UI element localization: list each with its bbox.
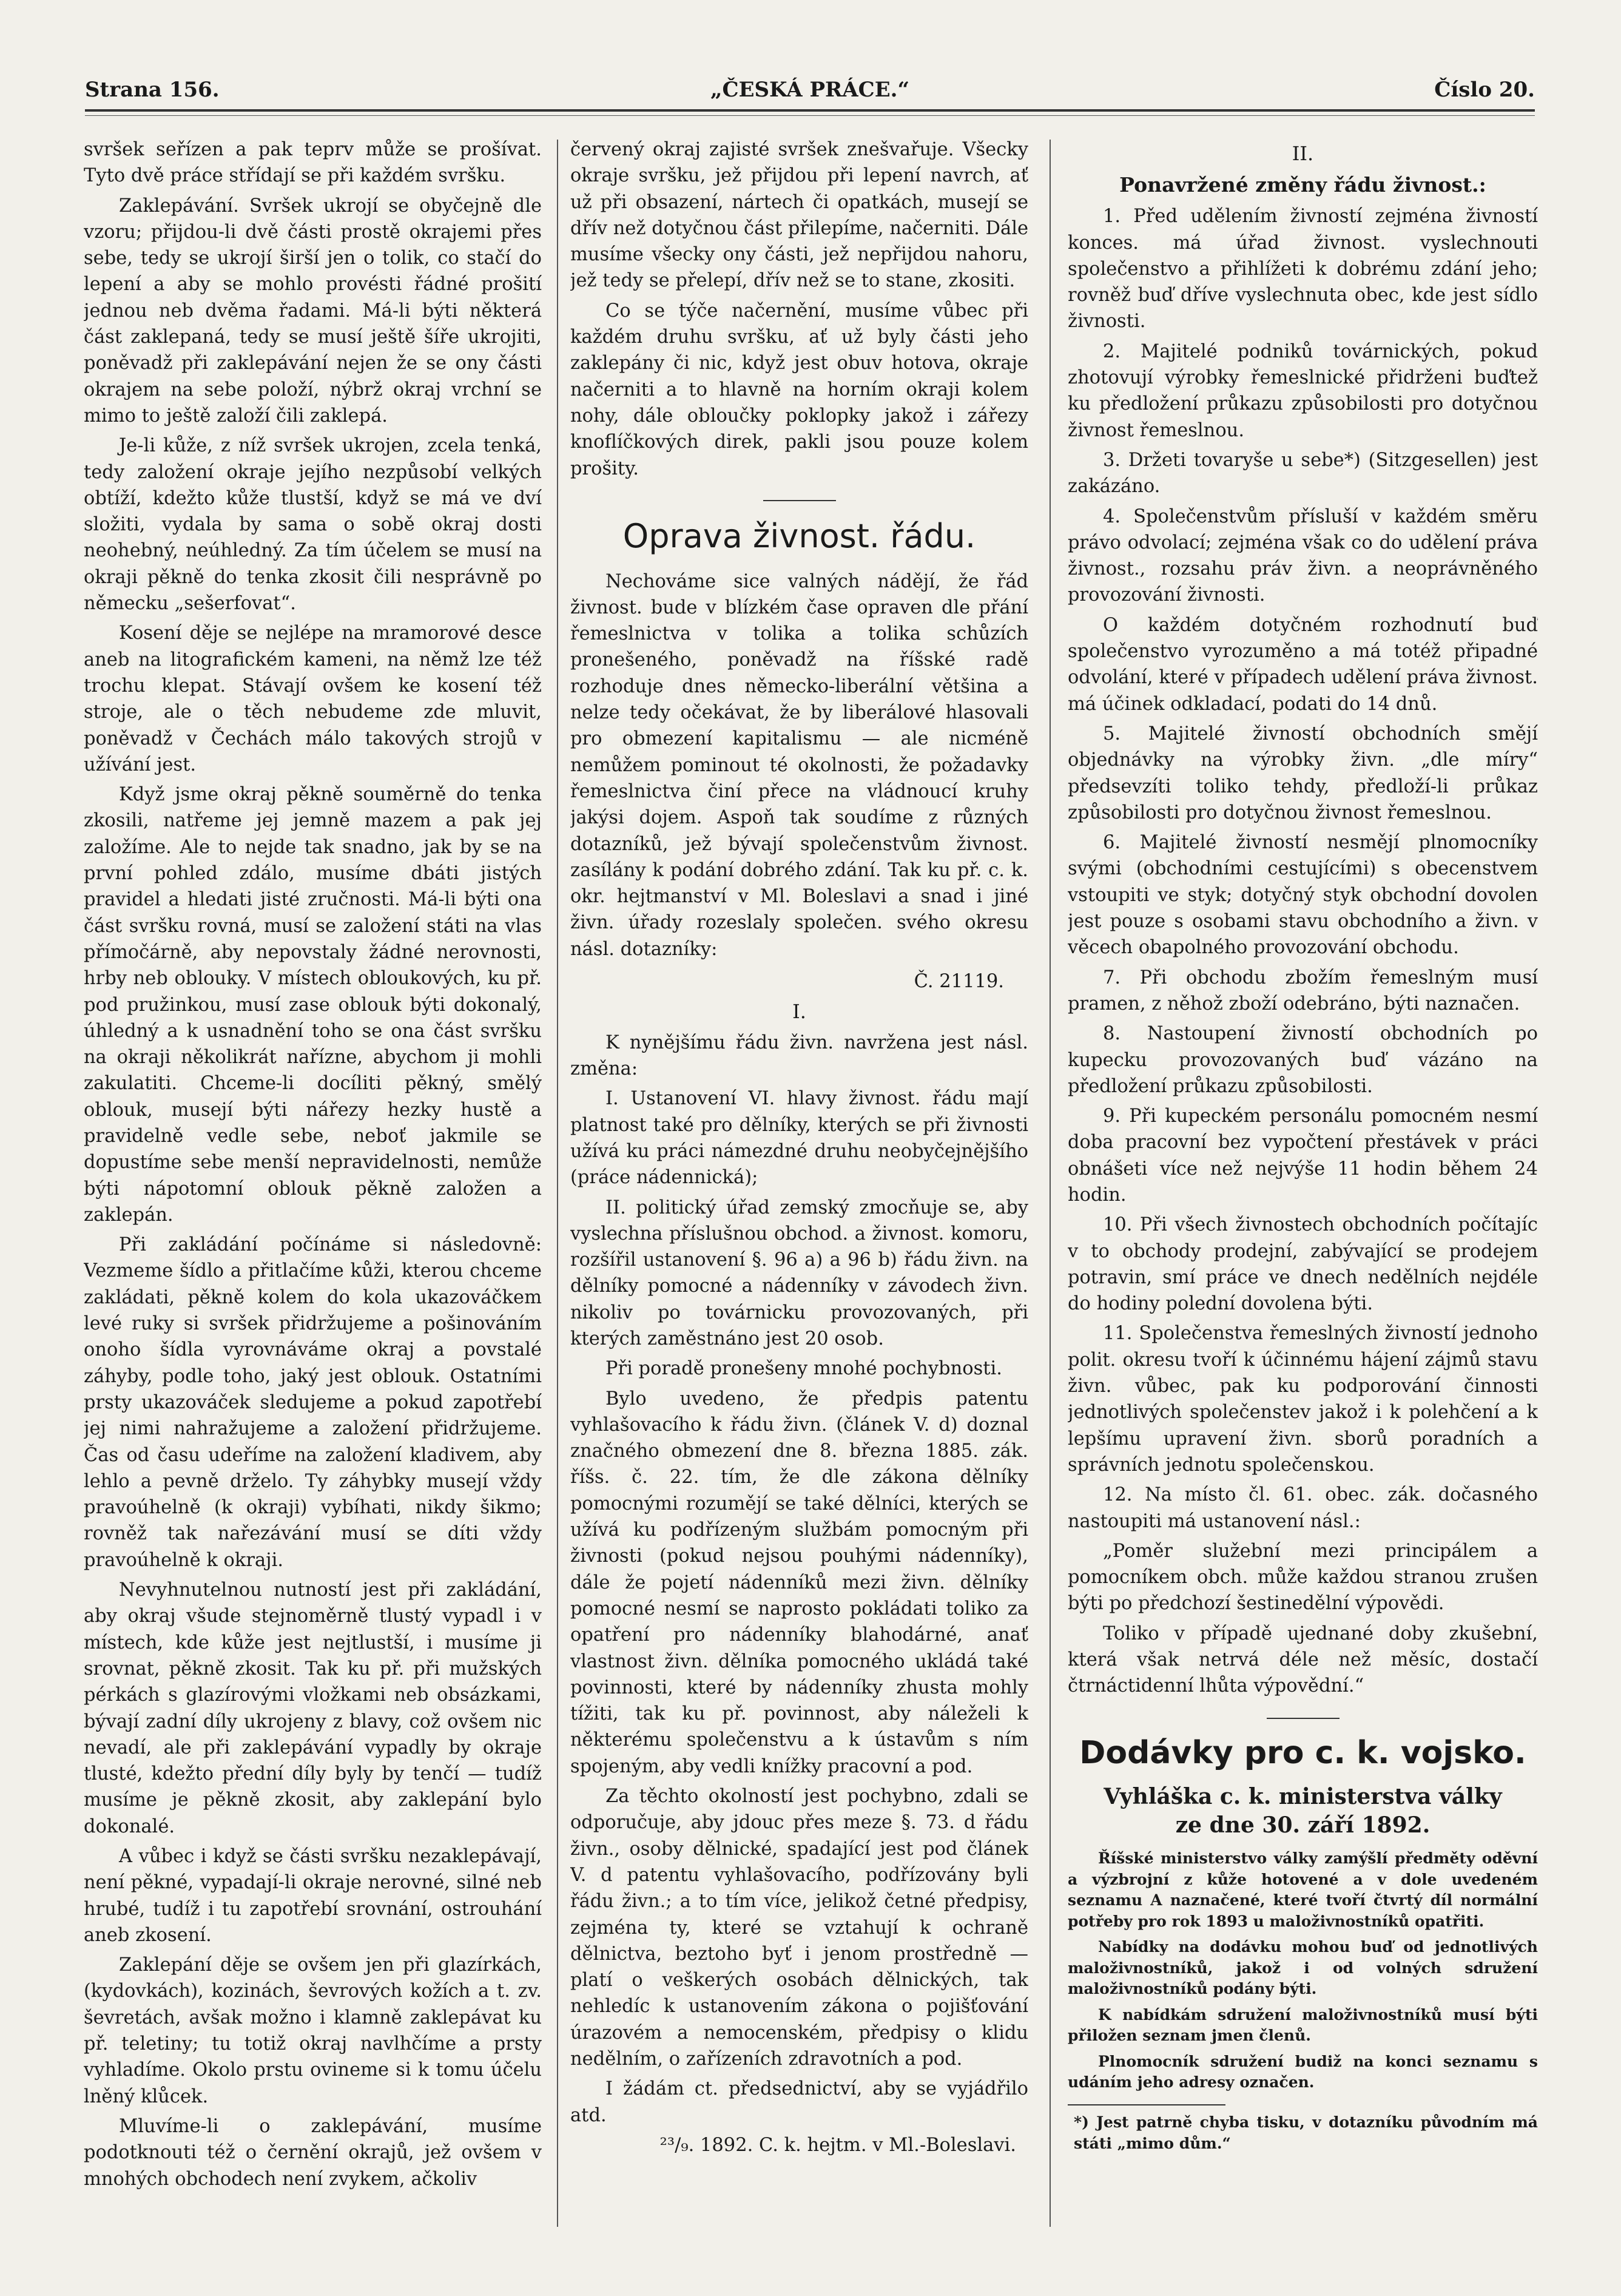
paragraph: Nechováme sice valných nádějí, že řád živnost. bude v blízkém čase opraven dle přání řemeslnictva v tolika a tolika schůzích pronešeného, poněvadž na říšské radě rozhoduje dnes německo-liberální většina a nelze tedy očekávat, že by liberálové hlasovali pro obmezení kapitalismu — ale nicméně nemůžem pominout té okolnosti, že požadavky řemeslnictva činí přece na vládnoucí kruhy jakýsi dojem. Aspoň tak soudíme z různých dotazníků, jež bývají společenstvům živnost. zasílány k podání dobrého zdání. Tak ku př. c. k. okr. hejtmanství v Ml. Boleslavi a snad i jiné živn. úřady rozeslaly společen. svého okresu násl. dotazníky: [570, 570, 1028, 960]
column-divider [557, 140, 558, 2227]
roman-numeral: I. [792, 1000, 806, 1024]
column-3 [1068, 137, 1538, 2236]
paragraph: 5. Majitelé živností obchodních smějí objednávky na výrobky živn. „dle míry“ předsevzíti toliko tehdy, předloží-li průkaz způsobilosti pro dotyčnou živnost řemeslnou. [1068, 723, 1538, 823]
paragraph: Při zakládání počínáme si následovně: Vezmeme šídlo a přitlačíme kůži, kterou chceme zakládati, pěkně kolem do kola ukazováčkem levé ruky si svršek přidržujeme a pošinováním onoho šídla vyrovnáváme okraj a povstalé záhyby, podle toho, jaký jest oblouk. Ostatními prsty ukazováček sledujeme a pokud zapotřebí jej nimi nahražujeme a založení přidržujeme. Čas od času udeříme na založení kladivem, aby lehlo a pevně drželo. Ty záhybky musejí vždy pravoúhelně (k okraji) vybíhati, nikdy šikmo; rovněž tak nařezávání musí se díti vždy pravoúhelně k okraji. [84, 1234, 542, 1571]
paragraph: Za těchto okolností jest pochybno, zdali se odporučuje, aby jdouc přes meze §. 73. d řádu živn., osoby dělnické, spadající jest pod článek V. d patentu vyhlašovacího, podřízovány byli řádu živn.; a to tím více, jelikož četné předpisy, zejména ty, které se vztahují k ochraně dělnictva, beztoho byť i jenom prostředně — platí o veškerých osobách dělnických, tak nehledíc k ustanovením zákona o pojišťování úrazovém a nemocenském, předpisy o klidu nedělním, o zařízeních zdravotních a pod. [570, 1786, 1028, 2070]
paragraph: 7. Při obchodu zbožím řemeslným musí pramen, z něhož zboží odebráno, býti naznačen. [1068, 967, 1538, 1015]
column-2 [570, 137, 1028, 2236]
paragraph: I. Ustanovení VI. hlavy živnost. řádu mají platnost také pro dělníky, kterých se při živnosti užívá ku práci námezdné druhu neobyčejnějšího (práce nádennická); [570, 1088, 1028, 1189]
paragraph: 12. Na místo čl. 61. obec. zák. dočasného nastoupiti má ustanovení násl.: [1068, 1484, 1538, 1532]
notice-date: ze dne 30. září 1892. [1175, 1812, 1431, 1838]
paragraph: 11. Společenstva řemeslných živností jednoho polit. okresu tvoří k účinnému hájení zájmů stavu živn. vůbec, pak ku podporování činnosti jednotlivých společenstev jakož i k polehčení a k lepšímu upravení živn. sborů poradních a správních jednotu společenskou. [1068, 1323, 1538, 1476]
paragraph: K nynějšímu řádu živn. navržena jest násl. změna: [570, 1032, 1028, 1080]
paragraph: II. politický úřad zemský zmocňuje se, aby vyslechna příslušnou obchod. a živnost. komoru, rozšířil ustanovení §. 96 a) a 96 b) řádu živn. na dělníky pomocné a nádenníky v závodech živn. nikoliv po továrnicku provozovaných, při kterých zaměstnáno jest 20 osob. [570, 1197, 1028, 1349]
paragraph: 8. Nastoupení živností obchodních po kupecku provozovaných buď vázáno na předložení průkazu způsobilosti. [1068, 1023, 1538, 1097]
footnote-rule [1068, 2104, 1225, 2105]
paragraph: I žádám ct. předsednictví, aby se vyjádřilo atd. [570, 2078, 1028, 2126]
paragraph: Při poradě pronešeny mnohé pochybnosti. [605, 1358, 1002, 1380]
footnote: *) Jest patrně chyba tisku, v dotazníku původním má státi „mimo dům.“ [1074, 2113, 1538, 2153]
paragraph: Nabídky na dodávku mohou buď od jednotlivých maloživnostníků, jakož i od volných sdružení maloživnostníků podány býti. [1068, 1938, 1538, 1998]
header-rule-thin [85, 115, 1535, 116]
paragraph: A vůbec i když se části svršku nezaklepávají, není pěkné, vypadají-li okraje nerovné, silné neb hrubé, tudíž i tu zapotřebí srovnání, ostrouhání aneb zkosení. [84, 1846, 542, 1946]
signature: ²³/₉. 1892. C. k. hejtm. v Ml.-Boleslavi. [659, 2134, 1016, 2156]
paragraph: K nabídkám sdružení maloživnostníků musí býti přiložen seznam jmen členů. [1068, 2005, 1538, 2045]
page-header [85, 72, 1535, 114]
paragraph: Plnomocník sdružení budiž na konci seznamu s udáním jeho adresy označen. [1068, 2052, 1538, 2092]
notice-subtitle [1068, 1783, 1538, 1840]
section-subtitle: Ponavržené změny řádu živnost.: [1119, 173, 1486, 197]
paragraph: Zaklepání děje se ovšem jen při glazírkách, (kydovkách), kozinách, ševrových kožích a t. zv. ševretách, avšak možno i klamně zaklepávat ku př. teletiny; tu totiž okraj navlhčíme a prsty vyhladíme. Okolo prstu ovineme si k tomu účelu lněný klůcek. [84, 1954, 542, 2107]
paragraph: Když jsme okraj pěkně souměrně do tenka zkosili, natřeme jej jemně mazem a pak jej založíme. Ale to nejde tak snadno, jak by se na první pohled zdálo, musíme dbáti jistých pravidel a hledati jisté zručnosti. Má-li býti ona část svršku rovná, musí se založení státi na vlas přímočárně, aby nepovstaly žádné nerovnosti, hrby neb oblouky. V místech obloukových, ku př. pod pružinkou, musí zase oblouk býti dokonalý, úhledný a k usnadnění toho se ona část svršku na okraji několikrát nařízne, abychom ji mohli zakulatiti. Chceme-li docíliti pěkný, smělý oblouk, musejí býti nářezy hezky hustě a pravidelně vedle sebe, neboť jakmile se dopustíme sebe menší nepravidelnosti, nemůže býti nápotomní oblouk pěkně založen a zaklepán. [84, 784, 542, 1226]
paragraph: Kosení děje se nejlépe na mramorové desce aneb na litografickém kameni, na němž lze též trochu klepat. Stávají ovšem ke kosení též stroje, ale o těch nebudeme zde mluvit, poněvadž v Čechách málo takových strojů v užívání jest. [84, 623, 542, 775]
paragraph: 2. Majitelé podniků továrnických, pokud zhotovují výrobky řemeslnické přidrženi buďtež ku předložení průkazu způsobilosti pro dotyčnou živnost řemeslnou. [1068, 340, 1538, 441]
reference-number: Č. 21119. [914, 970, 1004, 992]
section-separator [1267, 1718, 1340, 1719]
paragraph: „Poměr služební mezi principálem a pomocníkem obch. může každou stranou zrušen býti po předchozí šestinedělní výpovědi. [1068, 1540, 1538, 1615]
section-separator [763, 500, 836, 501]
notice-body [1068, 1848, 1538, 2093]
paragraph: 9. Při kupeckém personálu pomocném nesmí doba pracovní bez vypočtení přestávek v práci obnášeti více než nejvýše 11 hodin během 24 hodin. [1068, 1106, 1538, 1206]
paragraph: 3. Držeti tovaryše u sebe*) (Sitzgesellen) jest zakázáno. [1068, 449, 1538, 498]
section-title: Oprava živnost. řádu. [622, 516, 976, 555]
paragraph: Mluvíme-li o zaklepávání, musíme podotknouti též o černění okrajů, jež ovšem v mnohých obchodech není zvykem, ačkoliv [84, 2115, 542, 2190]
paragraph: 6. Majitelé živností nesmějí plnomocníky svými (obchodními cestujícími) s obecenstvem vstoupiti ve styk; dotyčný styk obchodní dovolen jest pouze s osobami stavu obchodního a živn. v věcech obapolného provozování obchodu. [1068, 832, 1538, 959]
column-1 [84, 137, 542, 2236]
paragraph: Co se týče načernění, musíme vůbec při každém druhu svršku, ať už byly části jeho zaklepány či nic, když jest obuv hotova, okraje načerniti a to hlavně na horním okraji kolem nohy, dále obloučky poklopky jakož i zářezy knoflíčkových direk, pakli jsou pouze kolem prošity. [570, 300, 1028, 479]
paragraph: svršek seřízen a pak teprv může se prošívat. Tyto dvě práce střídají se při každém svršku. [84, 139, 542, 187]
paragraph: O každém dotyčném rozhodnutí buď společenstvo vyrozuměno a má totéž připadné odvolání, které v případech udělení práva živnost. má účinek odkladací, podati do 14 dnů. [1068, 614, 1538, 715]
newspaper-title: „ČESKÁ PRÁCE.“ [710, 78, 910, 102]
paragraph: Zaklepávání. Svršek ukrojí se obyčejně dle vzoru; přijdou-li dvě části prostě okrajemi přes sebe, tedy se ukrojí širší jen o tolik, co stačí do lepení a aby se mohlo provésti řádné prošití jednou neb dvěma řadami. Má-li býti některá část zaklepaná, tedy se musí ještě šíře ukrojiti, poněvadž při zaklepávání nejen že se ony části okrajem na sebe položí, nýbrž okraj vrchní se mimo to ještě založí čili zaklepá. [84, 195, 542, 427]
paragraph: 10. Při všech živnostech obchodních počítajíc v to obchody prodejní, zabývající se prodejem potravin, smí práce ve dnech nedělních nejdéle do hodiny polední dovolena býti. [1068, 1214, 1538, 1315]
roman-numeral: II. [1292, 142, 1314, 165]
notice-title: Dodávky pro c. k. vojsko. [1079, 1734, 1526, 1771]
paragraph: Říšské ministerstvo války zamýšlí předměty oděvní a výzbrojní z kůže hotovené a v dole uvedeném seznamu A naznačené, které tvoří čtvrtý díl normální potřeby pro rok 1893 u maloživnostníků opatřiti. [1068, 1849, 1538, 1930]
page-number: Strana 156. [85, 78, 220, 102]
paragraph: 4. Společenstvům přísluší v každém směru právo odvolací; zejména však co do udělení práva živnost., rozsahu práv živn. a neoprávněného provozování živnosti. [1068, 505, 1538, 606]
paragraph: 1. Před udělením živností zejména živností konces. má úřad živnost. vyslechnouti společenstvo a přihlížeti k dobrému zdání jeho; rovněž buď dříve vyslechnuta obec, kde jest sídlo živnosti. [1068, 206, 1538, 333]
issue-number: Číslo 20. [1434, 78, 1535, 102]
header-rule [85, 109, 1535, 112]
paragraph: Nevyhnutelnou nutností jest při zakládání, aby okraj všude stejnoměrně tlustý vypadl i v místech, kde kůže jest nejtlustší, i musíme ji srovnat, pěkně zkosit. Tak ku př. při mužských pérkách s glazírovými vložkami neb obsázkami, bývají zadní díly ukrojeny z blavy, což ovšem nic nevadí, ale při zaklepávání vypadly by okraje tlusté, kdežto přední díly byly by tenčí — tudíž musíme je pěkně zkosit, aby zaklepání bylo dokonalé. [84, 1579, 542, 1837]
paragraph: Bylo uvedeno, že předpis patentu vyhlašovacího k řádu živn. (článek V. d) doznal značného obmezení dne 8. března 1885. zák. říšs. č. 22. tím, že dle zákona dělníky pomocnými rozumějí se také dělníci, kterých se užívá ku podřízeným službám pomocným při živnosti (pokud nejsou pouhými nádenníky), dále že pojetí nádenníků mezi živn. dělníky pomocné nesmí se naprosto pokládati toliko za opatření pro nádenníky blahodárné, anať vlastnost živn. dělníka pomocného ukládá také povinnosti, které by nádenníky zhusta mohly tížiti, tak ku př. povinnost, aby náleželi k některému společenstvu a k ústavům s ním spojeným, aby vedli knížky pracovní a pod. [570, 1388, 1028, 1777]
paragraph: červený okraj zajisté svršek znešvařuje. Všecky okraje svršku, jež přijdou při lepení navrch, ať už při obsazení, nártech či opatkách, musejí se dřív než dotyčnou část přilepíme, načerniti. Dále musíme všecky ony části, jež nepřijdou nahoru, jež tedy se přelepí, dřív než se to stane, zkositi. [570, 139, 1028, 292]
paragraph: Je-li kůže, z níž svršek ukrojen, zcela tenká, tedy založení okraje jejího nezpůsobí velkých obtíží, kdežto kůže tlustší, když se má ve dví složiti, vydala by sama o sobě okraj dosti neohebný, neúhledný. Za tím účelem se musí na okraji pěkně do tenka zkosit čili nesprávně po německu „sešerfovat“. [84, 435, 542, 615]
column-divider [1050, 140, 1051, 2227]
notice-subtitle-line: Vyhláška c. k. ministerstva války [1104, 1784, 1502, 1810]
paragraph: Toliko v případě ujednané doby zkušební, která však netrvá déle než měsíc, dostačí čtrnáctidenní lhůta výpovědní.“ [1068, 1622, 1538, 1697]
